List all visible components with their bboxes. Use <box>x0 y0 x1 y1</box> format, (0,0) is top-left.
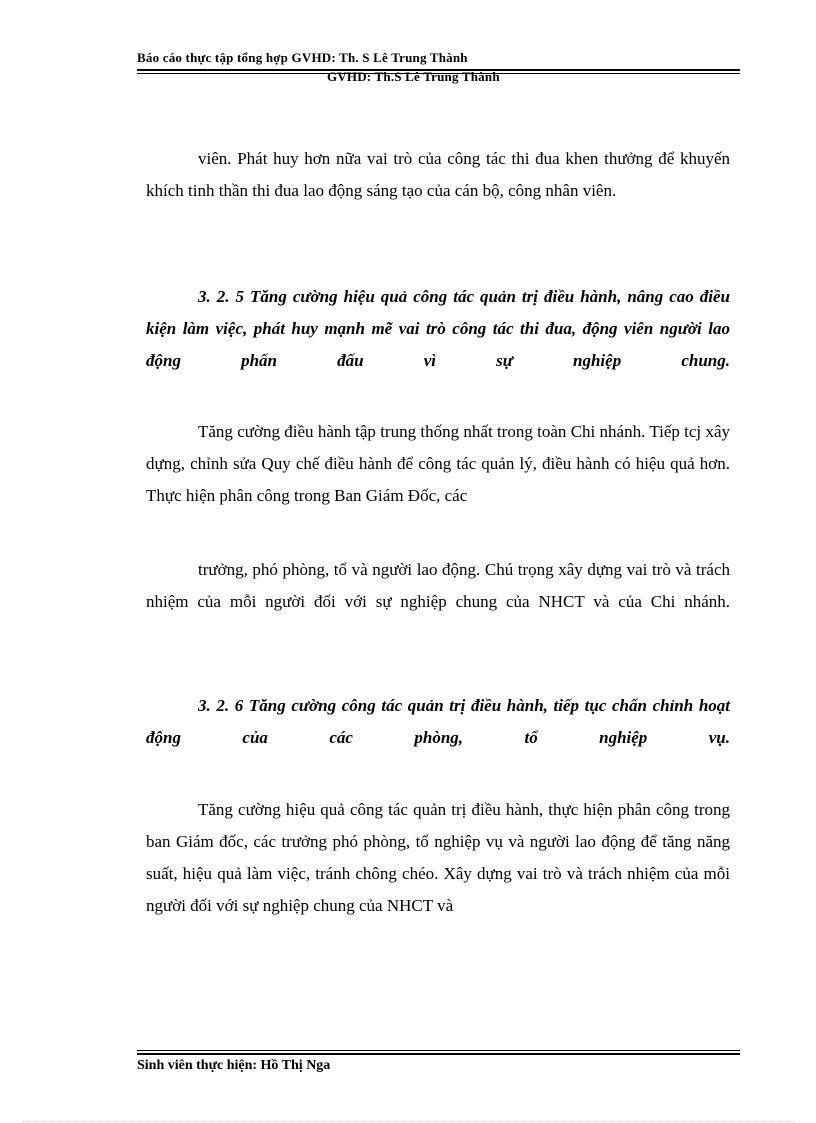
footer-rule-bottom <box>137 1053 740 1055</box>
paragraph-3: trưởng, phó phòng, tổ và người lao động. Chú trọng xây dựng vai trò và trách nhiệm của mỗi người đối với sự nghiệp chung của NHCT và của Chi nhánh. <box>146 560 730 611</box>
footer-rule-top <box>137 1050 740 1051</box>
section-heading-3-2-6: 3. 2. 6 Tăng cường công tác quản trị điều hành, tiếp tục chấn chỉnh hoạt động của các phòng, tổ nghiệp vụ. <box>146 696 730 747</box>
footer-author: Sinh viên thực hiện: Hồ Thị Nga <box>137 1058 331 1073</box>
header-supervisor: GVHD: Th.S Lê Trung Thành <box>327 69 500 84</box>
header-rule-top <box>137 69 740 71</box>
paragraph-2: Tăng cường điều hành tập trung thống nhất trong toàn Chi nhánh. Tiếp tcj xây dựng, chỉnh sửa Quy chế điều hành để công tác quản lý, điều hành có hiệu quả hơn. Thực hiện phân công trong Ban Giám Đốc, các <box>146 422 730 505</box>
paragraph-4: Tăng cường hiệu quả công tác quản trị điều hành, thực hiện phân công trong ban Giám đốc, các trưởng phó phòng, tổ nghiệp vụ và người lao động để tăng năng suất, hiệu quả làm việc, tránh chông chéo. Xây dựng vai trò và trách nhiệm của mỗi người đối với sự nghiệp chung của NHCT và <box>146 800 730 915</box>
section-heading-3-2-5: 3. 2. 5 Tăng cường hiệu quả công tác quản trị điều hành, nâng cao điều kiện làm việc, phát huy mạnh mẽ vai trò công tác thi đua, động viên người lao động phấn đấu vì sự nghiệp chung. <box>146 287 730 370</box>
header-title: Báo cáo thực tập tổng hợp GVHD: Th. S Lê Trung Thành <box>137 50 468 65</box>
paragraph-1: viên. Phát huy hơn nữa vai trò của công tác thi đua khen thưởng để khuyến khích tinh thần thi đua lao động sáng tạo của cán bộ, công nhân viên. <box>146 149 730 200</box>
header-rule-bottom <box>137 73 740 74</box>
page-bottom-border <box>22 1121 794 1122</box>
